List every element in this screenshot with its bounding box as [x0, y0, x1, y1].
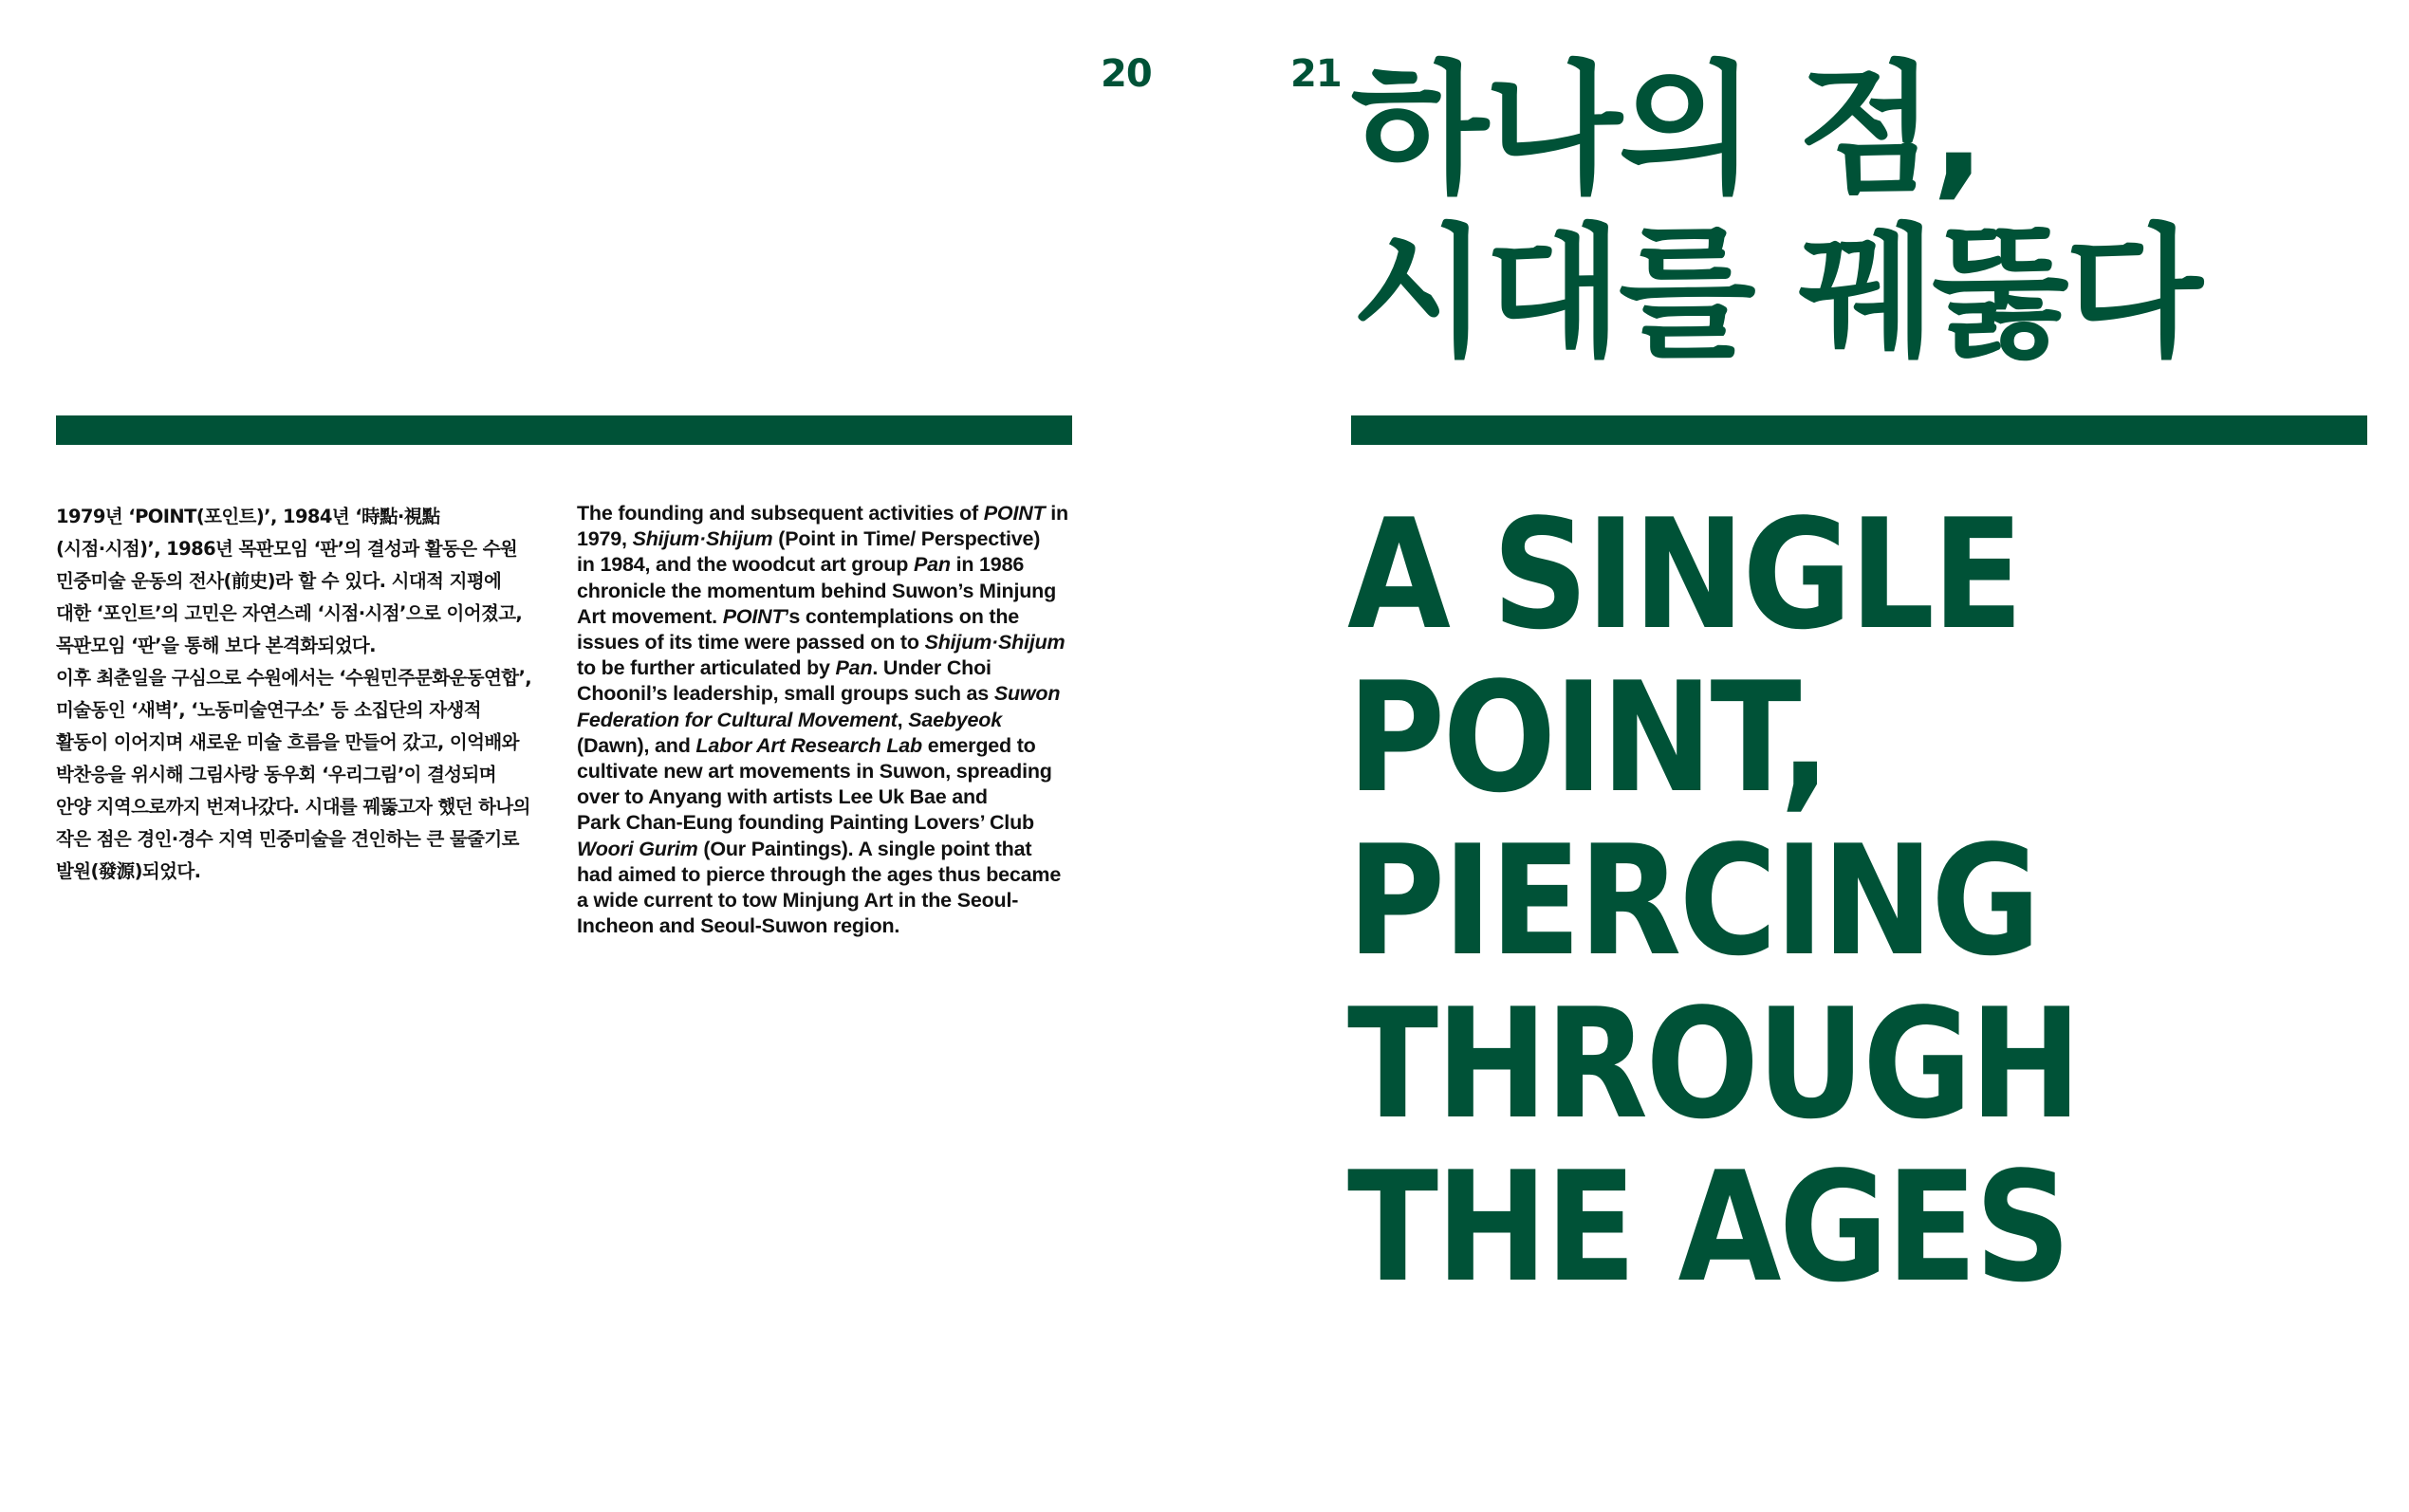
right-divider-bar — [1351, 415, 2367, 445]
korean-body-text — [56, 501, 557, 888]
english-title-line: A SINGLE — [1347, 486, 2021, 663]
english-body-line: a wide current to tow Minjung Art in the Seoul- — [577, 889, 1019, 913]
korean-body-line: 대한 ‘포인트’의 고민은 자연스레 ‘시점·시점’으로 이어졌고, — [56, 602, 523, 624]
english-body-line: had aimed to pierce through the ages thus became — [577, 862, 1062, 886]
english-body-line: Park Chan-Eung founding Painting Lovers’ Club — [577, 811, 1034, 835]
italic-term: POINT — [722, 604, 785, 628]
english-body-line — [577, 733, 1080, 759]
page-number-right: 21 — [1290, 52, 1342, 96]
italic-term: Federation for Cultural Movement — [577, 708, 898, 731]
text-run: (Point in Time/ Perspective) — [772, 527, 1041, 551]
english-body-line — [577, 708, 1080, 733]
text-run: Choonil’s leadership, small groups such as — [577, 682, 994, 706]
text-run: , — [897, 708, 909, 731]
text-run: (Our Paintings). A single point that — [697, 837, 1032, 860]
english-body-line — [577, 655, 1080, 681]
english-body-line — [577, 526, 1080, 552]
text-run: emerged to — [921, 733, 1036, 757]
korean-body-line: 안양 지역으로까지 번져나갔다. 시대를 꿰뚫고자 했던 하나의 — [56, 796, 530, 818]
text-run: ’s contemplations on the — [784, 604, 1020, 628]
korean-title-line: 하나의 점, — [1351, 48, 1982, 213]
italic-term: Saebyeok — [908, 708, 1002, 731]
english-title-line: PIERCING — [1347, 812, 2039, 989]
text-run: Art movement. — [577, 604, 723, 628]
korean-body-line: 활동이 이어지며 새로운 미술 흐름을 만들어 갔고, 이억배와 — [56, 731, 519, 753]
page-number-left: 20 — [1101, 52, 1152, 96]
english-title-line: THROUGH — [1347, 975, 2080, 1152]
korean-body-line: 박찬응을 위시해 그림사랑 동우회 ‘우리그림’이 결성되며 — [56, 764, 497, 785]
italic-term: Suwon — [993, 682, 1061, 706]
english-body-line — [577, 630, 1080, 655]
korean-body-line: (시점·시점)’, 1986년 목판모임 ‘판’의 결성과 활동은 수원 — [56, 538, 518, 560]
italic-term: Woori Gurim — [577, 837, 698, 860]
text-run: (Dawn), and — [577, 733, 696, 757]
italic-term: Shijum·Shijum — [924, 631, 1066, 655]
korean-title-line: 시대를 꿰뚫다 — [1351, 212, 2199, 377]
english-title — [1347, 486, 2080, 1316]
english-body-line — [577, 604, 1080, 630]
italic-term: Shijum·Shijum — [632, 527, 773, 551]
text-run: 1979, — [577, 527, 633, 551]
english-body-line — [577, 501, 1080, 526]
text-run: The founding and subsequent activities of — [577, 502, 984, 525]
text-run: in — [1045, 502, 1068, 525]
english-body-line: chronicle the momentum behind Suwon’s Minjung — [577, 579, 1057, 602]
korean-body-line: 작은 점은 경인·경수 지역 민중미술을 견인하는 큰 물줄기로 — [56, 828, 519, 850]
korean-body-line: 이후 최춘일을 구심으로 수원에서는 ‘수원민주문화운동연합’, — [56, 667, 532, 689]
italic-term: POINT — [983, 502, 1046, 525]
korean-body-line: 발원(發源)되었다. — [56, 860, 201, 882]
english-body-line: over to Anyang with artists Lee Uk Bae and — [577, 785, 988, 809]
text-run: in 1986 — [950, 553, 1025, 577]
english-body-line: cultivate new art movements in Suwon, spreading — [577, 760, 1052, 784]
english-body-text — [577, 501, 1080, 939]
english-title-line: POINT, — [1347, 649, 1828, 826]
english-body-line: Incheon and Seoul-Suwon region. — [577, 914, 900, 938]
korean-body-line: 1979년 ‘POINT(포인트)’, 1984년 ‘時點·視點 — [56, 506, 440, 527]
left-divider-bar — [56, 415, 1072, 445]
text-run: to be further articulated by — [577, 656, 836, 680]
korean-body-line: 목판모임 ‘판’을 통해 보다 본격화되었다. — [56, 635, 376, 656]
english-body-line — [577, 837, 1080, 862]
text-run: . Under Choi — [872, 656, 991, 680]
english-body-line — [577, 552, 1080, 578]
english-title-line: THE AGES — [1347, 1138, 2069, 1316]
italic-term: Pan — [913, 553, 951, 577]
italic-term: Pan — [835, 656, 873, 680]
text-run: issues of its time were passed on to — [577, 631, 925, 655]
italic-term: Labor Art Research Lab — [695, 733, 922, 757]
korean-body-line: 민중미술 운동의 전사(前史)라 할 수 있다. 시대적 지평에 — [56, 570, 502, 592]
korean-title — [1351, 49, 2199, 376]
text-run: in 1984, and the woodcut art group — [577, 553, 914, 577]
korean-body-line: 미술동인 ‘새벽’, ‘노동미술연구소’ 등 소집단의 자생적 — [56, 699, 481, 721]
english-body-line — [577, 681, 1080, 707]
